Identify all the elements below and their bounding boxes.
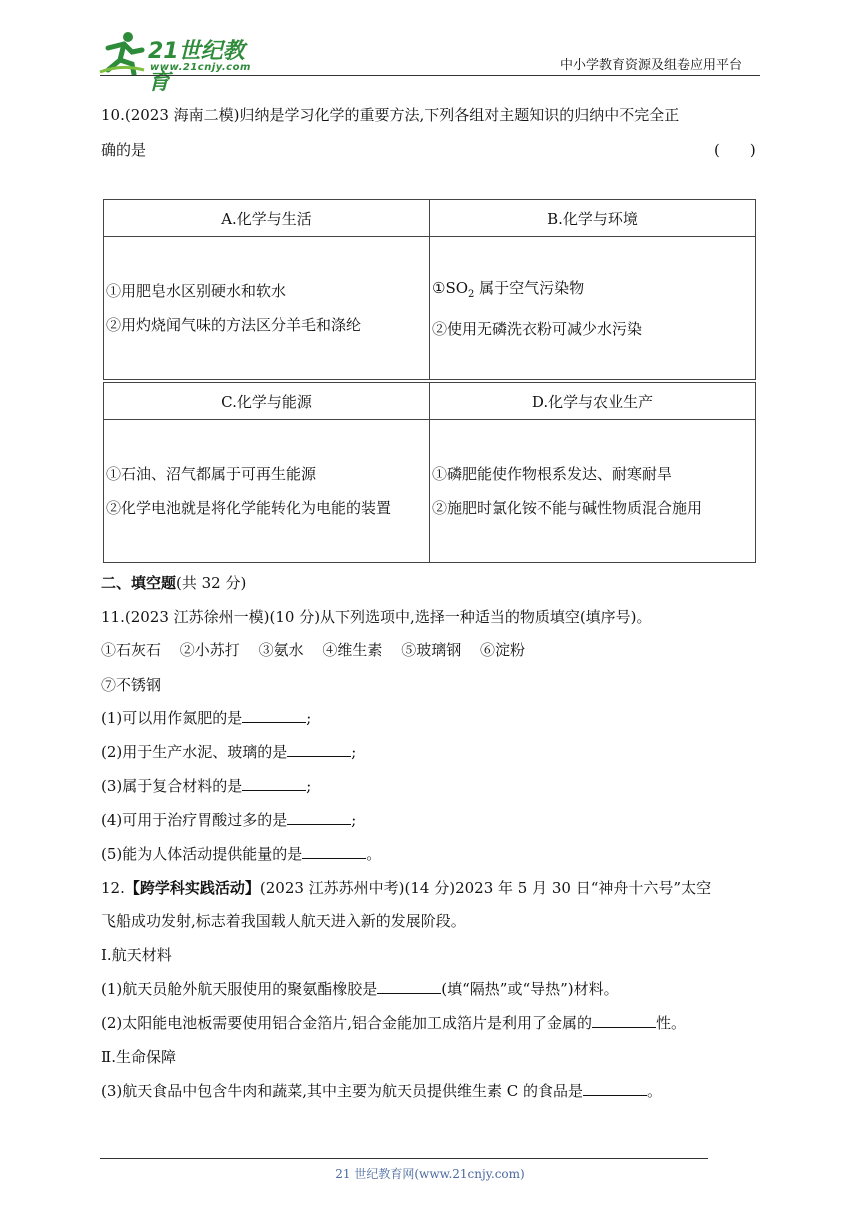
q11-option: ⑤玻璃钢: [401, 641, 462, 659]
q12-stem: 12.【跨学科实践活动】(2023 江苏苏州中考)(14 分)2023 年 5 月 30 日“神舟十六号”太空: [101, 879, 712, 897]
answer-blank[interactable]: [592, 1013, 656, 1028]
q11-option: ②小苏打: [179, 641, 240, 659]
q11-item-4: (4)可用于治疗胃酸过多的是 ;: [101, 811, 357, 829]
option-a-item-2: ②用灼烧闻气味的方法区分羊毛和涤纶: [106, 316, 362, 334]
section-score: (共 32 分): [176, 574, 247, 592]
q11-option: ③氨水: [258, 641, 304, 659]
q10-options-table-top: [103, 199, 756, 380]
answer-blank[interactable]: [302, 844, 366, 859]
q12-sub-3: (3)航天食品中包含牛肉和蔬菜,其中主要为航天员提供维生素 C 的食品是 。: [101, 1082, 663, 1100]
option-b-title: B.化学与环境: [430, 200, 756, 237]
q12-sub-2: (2)太阳能电池板需要使用铝合金箔片,铝合金能加工成箔片是利用了金属的 性。: [101, 1014, 687, 1032]
option-d-item-1: ①磷肥能使作物根系发达、耐寒耐旱: [432, 465, 673, 483]
option-d-title: D.化学与农业生产: [430, 383, 756, 420]
q11-options: [101, 639, 525, 661]
footer-divider: [100, 1158, 708, 1159]
q11-option: ⑥淀粉: [479, 641, 525, 659]
option-c-content: [104, 420, 430, 563]
option-c-item-2: ②化学电池就是将化学能转化为电能的装置: [106, 499, 392, 517]
section-title: 二、填空题: [101, 574, 177, 592]
option-a-content: [104, 237, 430, 380]
header-right-text: 中小学教育资源及组卷应用平台: [560, 58, 743, 73]
q11-item-5: (5)能为人体活动提供能量的是 。: [101, 845, 382, 863]
option-a-item-1: ①用肥皂水区别硬水和软水: [106, 282, 287, 300]
q10-options-table-bottom: [103, 382, 756, 563]
answer-blank[interactable]: [377, 979, 441, 994]
logo-title: 21世纪教育: [148, 39, 245, 95]
q12-stem-line2: 飞船成功发射,标志着我国载人航天进入新的发展阶段。: [101, 912, 466, 930]
option-b-item-1: $①SO_2$ 属于空气污染物: [432, 278, 585, 300]
section-heading: [101, 572, 246, 594]
q11-option: ④维生素: [322, 641, 383, 659]
footer-link[interactable]: 21 世纪教育网(www.21cnjy.com): [335, 1167, 525, 1181]
option-a-title: A.化学与生活: [104, 200, 430, 237]
q12-part-2: Ⅱ.生命保障: [101, 1048, 176, 1066]
q10-stem-line1: 10.(2023 海南二模)归纳是学习化学的重要方法,下列各组对主题知识的归纳中不完全正: [101, 106, 680, 124]
answer-blank[interactable]: [287, 810, 351, 825]
runner-logo-icon: [98, 30, 146, 76]
q11-item-3: (3)属于复合材料的是 ;: [101, 777, 312, 795]
option-c-item-1: ①石油、沼气都属于可再生能源: [106, 465, 317, 483]
q11-stem: 11.(2023 江苏徐州一模)(10 分)从下列选项中,选择一种适当的物质填空(填序号)。: [101, 608, 652, 626]
site-logo: [98, 30, 258, 95]
q11-option-7: ⑦不锈钢: [101, 676, 162, 694]
q12-part-1: Ⅰ.航天材料: [101, 946, 172, 964]
q11-option: ①石灰石: [101, 641, 162, 659]
option-b-content: [430, 237, 756, 380]
q10-answer-paren: ( ): [714, 141, 756, 159]
q12-sub-1: (1)航天员舱外航天服使用的聚氨酯橡胶是 (填“隔热”或“导热”)材料。: [101, 980, 619, 998]
q11-item-2: (2)用于生产水泥、玻璃的是 ;: [101, 743, 357, 761]
answer-blank[interactable]: [583, 1081, 647, 1096]
q11-item-1: (1)可以用作氮肥的是 ;: [101, 709, 312, 727]
header-divider: [100, 75, 760, 76]
answer-blank[interactable]: [242, 776, 306, 791]
q10-stem-line2: 确的是: [101, 141, 147, 159]
option-d-content: [430, 420, 756, 563]
answer-blank[interactable]: [287, 742, 351, 757]
q12-tag: 【跨学科实践活动】: [124, 879, 260, 897]
option-d-item-2: ②施肥时氯化铵不能与碱性物质混合施用: [432, 499, 703, 517]
answer-blank[interactable]: [242, 708, 306, 723]
option-c-title: C.化学与能源: [104, 383, 430, 420]
option-b-item-2: ②使用无磷洗衣粉可减少水污染: [432, 319, 643, 338]
logo-url: www.21cnjy.com: [150, 62, 251, 73]
